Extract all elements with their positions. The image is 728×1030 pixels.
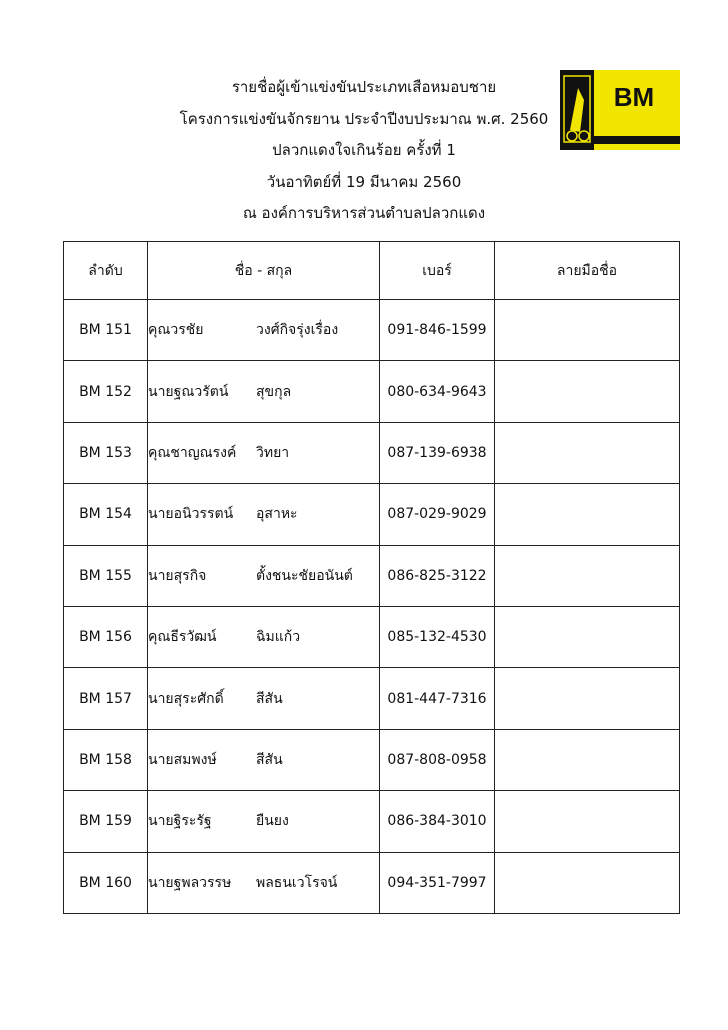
seq-cell: BM 154	[64, 484, 148, 545]
name-cell	[148, 668, 380, 729]
table-row	[64, 361, 680, 422]
phone-cell: 086-825-3122	[380, 545, 495, 606]
table-row	[64, 422, 680, 483]
signature-cell	[495, 668, 680, 729]
name-cell	[148, 606, 380, 667]
phone-cell: 087-808-0958	[380, 729, 495, 790]
column-header-name: ชื่อ - สกุล	[148, 242, 380, 300]
name-cell	[148, 484, 380, 545]
title-line-2: โครงการแข่งขันจักรยาน ประจำปีงบประมาณ พ.ศ. 2560	[179, 109, 549, 128]
phone-cell: 085-132-4530	[380, 606, 495, 667]
bm-logo	[560, 70, 680, 150]
seq-cell: BM 153	[64, 422, 148, 483]
signature-cell	[495, 361, 680, 422]
last-name: ตั้งชนะชัยอนันต์	[256, 567, 353, 584]
first-name: นายอนิวรรตน์	[148, 506, 234, 523]
table-row	[64, 484, 680, 545]
title-line-1: รายชื่อผู้เข้าแข่งขันประเภทเสือหมอบชาย	[231, 78, 497, 96]
phone-cell: 087-139-6938	[380, 422, 495, 483]
seq-cell: BM 159	[64, 791, 148, 852]
table-row	[64, 791, 680, 852]
table-row	[64, 606, 680, 667]
signature-cell	[495, 791, 680, 852]
last-name: วงศ์กิจรุ่งเรื่อง	[256, 322, 339, 339]
first-name: นายสุระศักดิ์	[148, 690, 224, 707]
seq-cell: BM 160	[64, 852, 148, 913]
first-name: นายสุรกิจ	[148, 567, 207, 584]
title-line-3: ปลวกแดงใจเกินร้อย ครั้งที่ 1	[272, 141, 456, 159]
first-name: นายสมพงษ์	[148, 751, 217, 768]
last-name: ฉิมแก้ว	[256, 629, 301, 646]
seq-cell: BM 155	[64, 545, 148, 606]
name-cell	[148, 361, 380, 422]
signature-cell	[495, 484, 680, 545]
signature-cell	[495, 300, 680, 361]
roster-table	[63, 241, 680, 914]
last-name: พลธนเวโรจน์	[256, 874, 338, 891]
last-name: สีสัน	[256, 751, 283, 768]
last-name: สุขกุล	[256, 383, 292, 400]
column-header-seq: ลำดับ	[64, 242, 148, 300]
name-cell	[148, 300, 380, 361]
phone-cell: 094-351-7997	[380, 852, 495, 913]
last-name: สีสัน	[256, 690, 283, 707]
logo-text: BM	[613, 82, 655, 112]
name-cell	[148, 852, 380, 913]
seq-cell: BM 157	[64, 668, 148, 729]
last-name: ยืนยง	[256, 813, 289, 830]
phone-cell: 087-029-9029	[380, 484, 495, 545]
seq-cell: BM 151	[64, 300, 148, 361]
table-header-row	[64, 242, 680, 300]
table-row	[64, 545, 680, 606]
phone-cell: 080-634-9643	[380, 361, 495, 422]
phone-cell: 081-447-7316	[380, 668, 495, 729]
seq-cell: BM 158	[64, 729, 148, 790]
column-header-phone: เบอร์	[380, 242, 495, 300]
last-name: วิทยา	[256, 444, 290, 461]
table-row	[64, 668, 680, 729]
signature-cell	[495, 545, 680, 606]
signature-cell	[495, 729, 680, 790]
table-row	[64, 729, 680, 790]
seq-cell: BM 152	[64, 361, 148, 422]
phone-cell: 086-384-3010	[380, 791, 495, 852]
table-row	[64, 300, 680, 361]
column-header-signature: ลายมือชื่อ	[495, 242, 680, 300]
title-line-4: วันอาทิตย์ที่ 19 มีนาคม 2560	[266, 172, 462, 191]
signature-cell	[495, 852, 680, 913]
first-name: นายฐพลวรรษ	[148, 874, 232, 891]
signature-cell	[495, 606, 680, 667]
first-name: นายฐณวรัตน์	[148, 383, 229, 400]
seq-cell: BM 156	[64, 606, 148, 667]
last-name: อุสาหะ	[256, 506, 298, 523]
table-row	[64, 852, 680, 913]
first-name: คุณชาญณรงค์	[148, 444, 237, 461]
phone-cell: 091-846-1599	[380, 300, 495, 361]
name-cell	[148, 422, 380, 483]
name-cell	[148, 791, 380, 852]
title-line-5: ณ องค์การบริหารส่วนตำบลปลวกแดง	[242, 204, 486, 222]
first-name: คุณวรชัย	[148, 322, 204, 339]
signature-cell	[495, 422, 680, 483]
name-cell	[148, 729, 380, 790]
first-name: นายฐิระรัฐ	[148, 813, 212, 830]
first-name: คุณธีรวัฒน์	[148, 629, 217, 646]
name-cell	[148, 545, 380, 606]
